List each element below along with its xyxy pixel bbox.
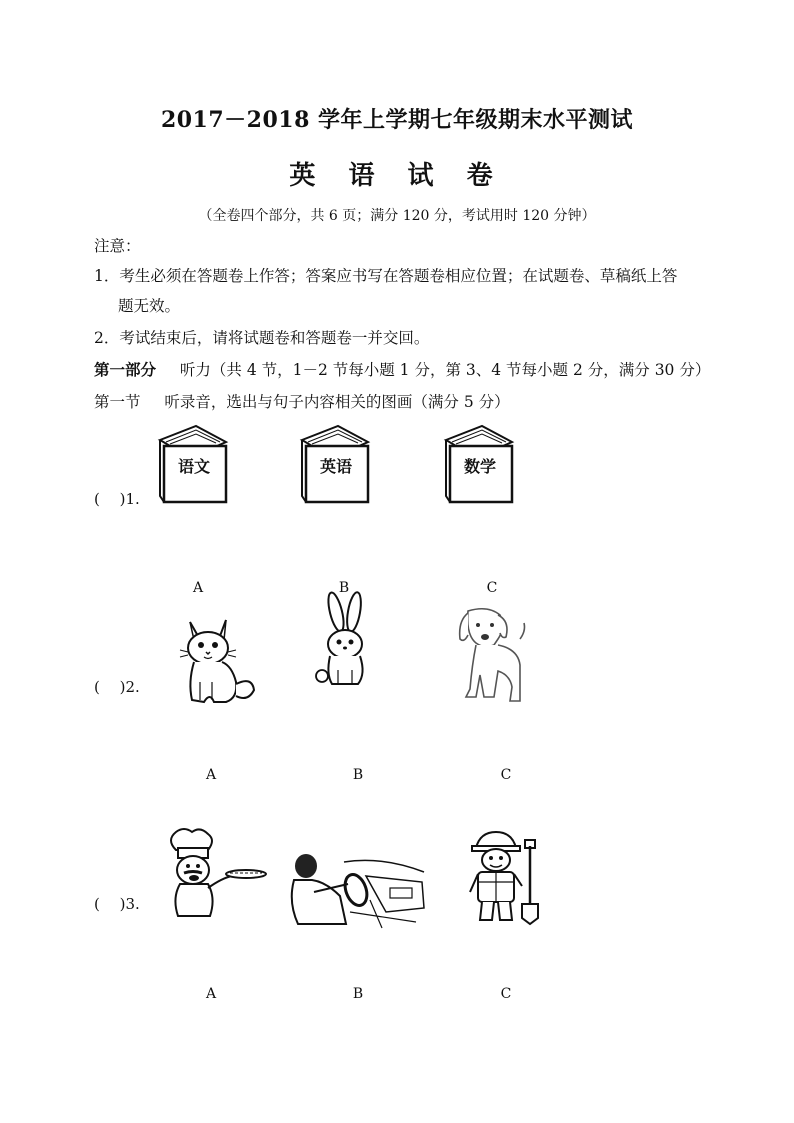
- section-1-label: 第一节: [94, 393, 141, 411]
- rabbit-picture-b: [314, 590, 376, 690]
- book-math-picture-c: [442, 420, 518, 506]
- question-1-option-c: C: [486, 580, 498, 596]
- question-1-option-a: A: [192, 580, 204, 596]
- question-1-number: ( )1.: [94, 490, 140, 508]
- book-label-b: 英语: [320, 457, 353, 476]
- part-1-desc: 听力（共 4 节，1－2 节每小题 1 分，第 3、4 节每小题 2 分，满分 30 分）: [179, 361, 711, 379]
- chef-picture-a: [162, 826, 266, 920]
- part-1-heading: [94, 360, 710, 380]
- exam-subject: 英 语 试 卷: [289, 161, 505, 191]
- question-3-option-c: C: [500, 986, 512, 1002]
- driver-picture-b: [286, 852, 426, 932]
- question-3-option-a: A: [205, 986, 217, 1002]
- question-3-number: ( )3.: [94, 895, 140, 913]
- exam-title: 2017－2018 学年上学期七年级期末水平测试: [160, 107, 634, 133]
- question-2-option-c: C: [500, 767, 512, 783]
- book-english-picture-b: [298, 420, 374, 506]
- book-chinese-picture-a: [156, 420, 232, 506]
- part-1-label: 第一部分: [94, 360, 157, 379]
- section-1-desc: 听录音，选出与句子内容相关的图画（满分 5 分）: [164, 393, 510, 411]
- question-2-option-a: A: [205, 767, 217, 783]
- builder-picture-c: [466, 828, 546, 926]
- notice-item-1-line-1: 1．考生必须在答题卷上作答；答案应书写在答题卷相应位置；在试题卷、草稿纸上答: [94, 267, 678, 285]
- question-1-option-b: B: [338, 580, 350, 596]
- notice-heading: 注意：: [94, 237, 141, 255]
- notice-item-1-line-2: 题无效。: [118, 297, 181, 315]
- exam-note: （全卷四个部分，共 6 页；满分 120 分，考试用时 120 分钟）: [198, 208, 596, 224]
- section-1-heading: [94, 392, 510, 412]
- cat-picture-a: [180, 612, 258, 708]
- dog-picture-c: [454, 605, 530, 709]
- question-2-number: ( )2.: [94, 678, 140, 696]
- book-label-a: 语文: [178, 457, 211, 476]
- question-3-option-b: B: [352, 986, 364, 1002]
- book-label-c: 数学: [464, 457, 497, 476]
- notice-item-2: 2．考试结束后，请将试题卷和答题卷一并交回。: [94, 329, 430, 347]
- question-2-option-b: B: [352, 767, 364, 783]
